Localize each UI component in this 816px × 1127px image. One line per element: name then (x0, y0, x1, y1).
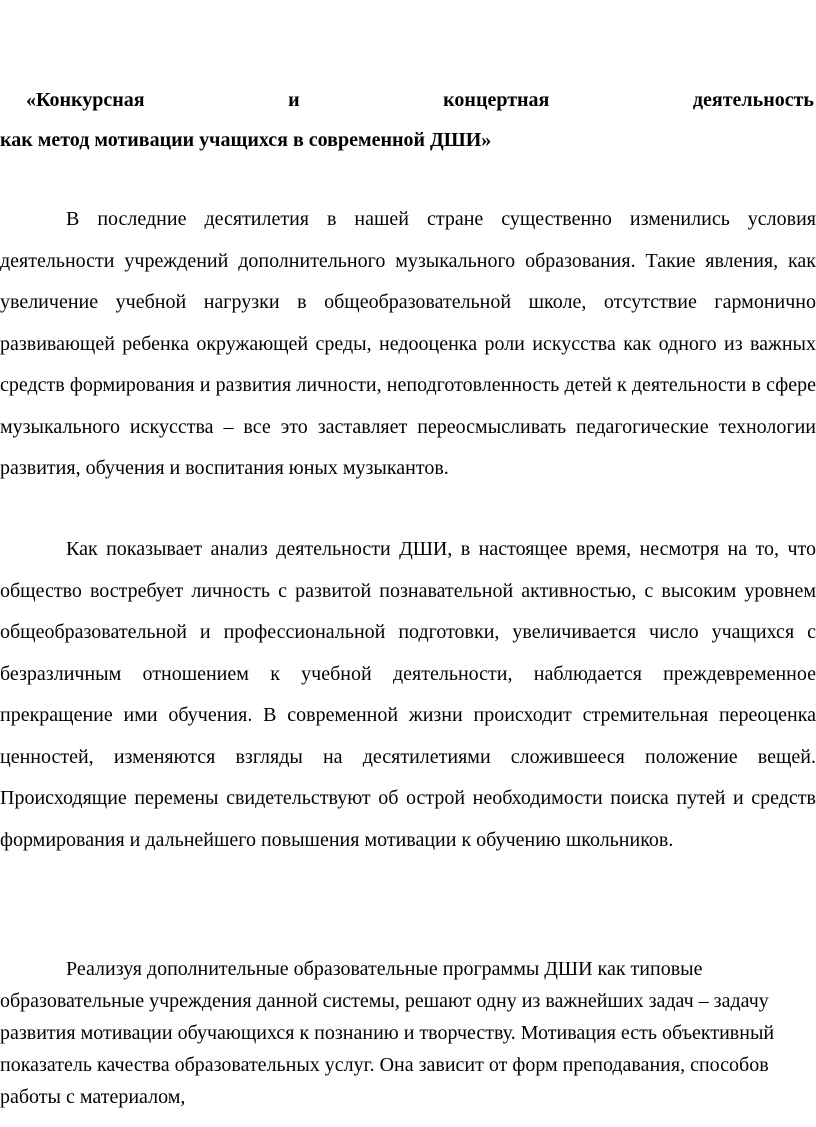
document-title-line-1 (0, 88, 816, 112)
paragraph: В последние десятилетия в нашей стране существенно изменились условия деятельности учреждений дополнительного музыкального образования. Такие явления, как увеличение учебной нагрузки в общеобразовательной школе, отсутствие гармонично развивающей ребенка окружающей среды, недооценка роли искусства как одного из важных средств формирования и развития личности, неподготовленность детей к деятельности в сфере музыкального искусства – все это заставляет переосмысливать педагогические технологии развития, обучения и воспитания юных музыкантов. (0, 208, 816, 479)
title-word: и (288, 89, 300, 111)
paragraph: Реализуя дополнительные образовательные программы ДШИ как типовые образовательные учреждения данной системы, решают одну из важнейших задач – задачу развития мотивации обучающихся к познанию и творчеству. Мотивация есть объективный показатель качества образовательных услуг. Она зависит от форм преподавания, способов работы с материалом, (0, 958, 775, 1108)
title-word: концертная (443, 89, 550, 111)
title-word: деятельность (692, 89, 814, 111)
document-title-line-2: как метод мотивации учащихся в современной ДШИ» (0, 129, 492, 151)
paragraph: Как показывает анализ деятельности ДШИ, в настоящее время, несмотря на то, что общество востребует личность с развитой познавательной активностью, с высоким уровнем общеобразовательной и профессиональной подготовки, увеличивается число учащихся с безразличным отношением к учебной деятельности, наблюдается преждевременное прекращение ими обучения. В современной жизни происходит стремительная переоценка ценностей, изменяются взгляды на десятилетиями сложившееся положение вещей. Происходящие перемены свидетельствуют об острой необходимости поиска путей и средств формирования и дальнейшего повышения мотивации к обучению школьников. (0, 538, 816, 851)
title-word: «Конкурсная (26, 89, 145, 111)
